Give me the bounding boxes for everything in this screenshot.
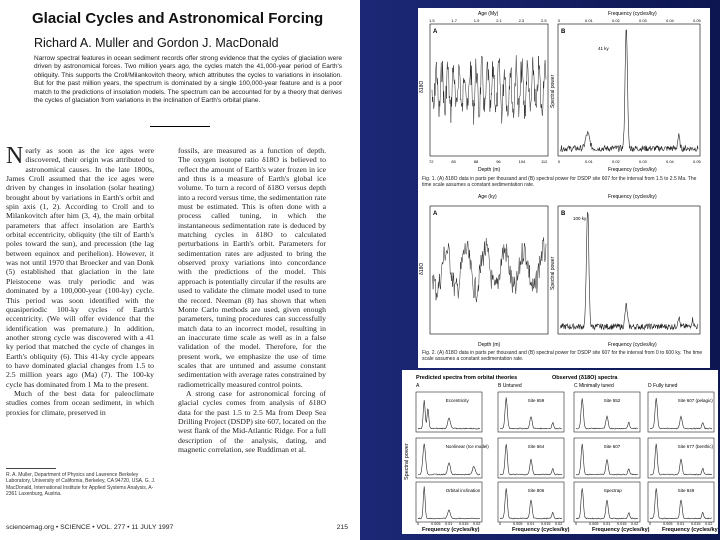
fig1-bottom-tick-right-0: 0 bbox=[558, 159, 561, 164]
fig1-top-tick-left-3: 2.1 bbox=[496, 18, 502, 23]
fig3-xtick-3-0: 0 bbox=[649, 522, 652, 526]
fig1-panel-a-label: A bbox=[433, 29, 438, 35]
fig3-xtick-0-1: 0.005 bbox=[431, 522, 441, 526]
fig1-top-tick-right-3: 0.03 bbox=[639, 18, 647, 23]
fig2-d18o-trace bbox=[432, 237, 546, 302]
fig1-top-axis-right: Frequency (cycles/ky) bbox=[608, 11, 657, 17]
fig2-ylabel-b: Spectral power bbox=[550, 256, 556, 290]
fig1-top-tick-right-2: 0.02 bbox=[612, 18, 620, 23]
fig1-top-tick-left-1: 1.7 bbox=[451, 18, 457, 23]
fig3-panel-label-1-2: Site 806 bbox=[527, 488, 545, 493]
fig3-spectrum-0-0 bbox=[418, 400, 480, 429]
figure-1-svg bbox=[418, 8, 710, 191]
fig1-bottom-tick-right-1: 0.01 bbox=[585, 159, 593, 164]
fig3-xtick-3-2: 0.01 bbox=[677, 522, 685, 526]
fig1-peak-label: 41 ky bbox=[598, 46, 609, 51]
fig3-panel-label-0-2: Orbital inclination bbox=[445, 488, 481, 493]
fig1-ylabel-b: Spectral power bbox=[550, 74, 556, 108]
figure-1 bbox=[418, 8, 710, 191]
fig3-panel-label-3-1: Site 677 (benthic) bbox=[677, 444, 713, 449]
fig2-peak-label: 100 ky bbox=[573, 216, 587, 221]
fig3-panel-label-1-1: Site 664 bbox=[527, 444, 545, 449]
fig3-panel-label-3-0: Site 607 (pelagic) bbox=[677, 398, 713, 403]
fig1-top-tick-left-2: 1.9 bbox=[473, 18, 480, 23]
fig1-bottom-tick-right-5: 0.05 bbox=[693, 159, 701, 164]
left-body-text-2: Much of the best data for paleoclimate studies comes from ocean sediment, in which proxies for climate, preserved in bbox=[6, 388, 154, 417]
right-body-text-2: A strong case for astronomical forcing of glacial cycles comes from analysis of δ18O data for the past 1.5 to 2.5 Ma from Deep Sea Drilling Project (DSDP) site 607, located on the west flank of the Mid-Atlantic Ridge. For a full description of the analysis, dating, and magnetic correlation, see Ruddiman et al. bbox=[178, 388, 326, 454]
fig3-xtick-1-4: 0.02 bbox=[555, 522, 563, 526]
fig1-bottom-tick-left-3: 96 bbox=[496, 159, 501, 164]
left-body-text: early as soon as the ice ages were discovered, their origin was attributed to astronomical causes. In the late 1800s, James Croll assumed that the ice ages were driven by changes in insolation (solar heating) brought about by variations in Earth's orbit and spin axis (1, 2). According to Croll and to Milankovitch after him (3, 4), the main orbital parameters that affect insolation are Earth's orbital eccentricity, obliquity (the tilt of Earth's poles toward the sun), and precession (the lag between equinox and perihelion). However, it was not until 1970 that Broecker and van Donk (5) established that glaciation in the late Pleistocene was truly periodic and was dominated by a 100,000-year (100-ky) cycle. This period was soon identified with the quasiperiodic 100-ky cycles of Earth's eccentricity. (We will offer evidence that the identification was premature.) In addition, another strong cycle was discovered with a 41 ky period that matched the cycle of changes in Earth's obliquity (6). This 41-ky cycle appears to have dominated glacial changes from 1.5 to 2.5 million years ago (Ma) (7). The 100-ky cycle has dominated from 1 Ma to the present. bbox=[6, 146, 154, 389]
fig3-xlabel-c: Frequency (cycles/ky) bbox=[592, 527, 650, 533]
fig3-panels bbox=[416, 383, 714, 526]
fig1-top-tick-right-1: 0.01 bbox=[585, 18, 593, 23]
fig1-top-ticks-left bbox=[429, 18, 547, 23]
fig1-bottom-ticks-left bbox=[429, 159, 548, 164]
fig1-top-tick-left-0: 1.5 bbox=[429, 18, 435, 23]
fig3-xtick-2-1: 0.005 bbox=[589, 522, 599, 526]
fig3-col-label-0: A bbox=[416, 383, 420, 389]
fig3-header-predicted: Predicted spectra from orbital theories bbox=[416, 375, 518, 381]
fig3-header-observed: Observed (δ18O) spectra bbox=[552, 375, 618, 381]
fig1-bottom-tick-left-5: 112 bbox=[541, 159, 548, 164]
fig3-xlabel-a: Frequency (cycles/ky) bbox=[422, 527, 480, 533]
fig3-xtick-1-1: 0.005 bbox=[513, 522, 523, 526]
fig1-bottom-tick-left-0: 72 bbox=[429, 159, 434, 164]
fig3-xlabel-b: Frequency (cycles/ky) bbox=[512, 527, 570, 533]
fig3-col-label-3: D Fully tuned bbox=[648, 383, 678, 389]
fig3-xlabel-d: Frequency (cycles/ky) bbox=[662, 527, 718, 533]
figure-3-svg bbox=[402, 370, 718, 534]
fig3-xtick-2-3: 0.015 bbox=[617, 522, 627, 526]
fig1-ylabel-a: δ18O bbox=[419, 80, 425, 93]
fig1-top-tick-right-5: 0.05 bbox=[693, 18, 701, 23]
fig2-spectrum bbox=[560, 212, 698, 330]
fig3-col-label-1: B Untuned bbox=[498, 383, 522, 389]
fig1-bottom-tick-right-3: 0.03 bbox=[639, 159, 647, 164]
fig1-top-axis-left: Age (My) bbox=[478, 11, 499, 17]
fig2-ylabel-a: δ18O bbox=[419, 262, 425, 275]
page-number: 215 bbox=[336, 524, 348, 531]
fig1-panel-b-label: B bbox=[561, 29, 566, 35]
fig1-bottom-axis-left: Depth (m) bbox=[478, 167, 501, 173]
fig2-panel-a-label: A bbox=[433, 211, 438, 217]
fig1-top-tick-right-0: 0 bbox=[558, 18, 561, 23]
fig3-panel-label-3-2: Site 849 bbox=[677, 488, 695, 493]
fig1-top-tick-left-5: 2.5 bbox=[541, 18, 547, 23]
fig1-caption: Fig. 1. (A) δ18O data in parts per thousand and (B) spectral power for DSDP site 607 for the interval from 1.5 to 2.5 Ma. The time scale assumes a constant sedimentation rate. bbox=[422, 176, 697, 188]
fig1-top-tick-right-4: 0.04 bbox=[666, 18, 674, 23]
fig1-panel-a-frame bbox=[430, 24, 548, 156]
fig1-bottom-axis-right: Frequency (cycles/ky) bbox=[608, 167, 657, 173]
fig3-ylabel: Spectral power bbox=[404, 443, 410, 480]
fig2-bottom-axis-left: Depth (m) bbox=[478, 342, 501, 348]
fig1-bottom-tick-left-1: 80 bbox=[451, 159, 456, 164]
fig3-xtick-2-2: 0.01 bbox=[603, 522, 611, 526]
footnote: R. A. Muller, Department of Physics and Lawrence Berkeley Laboratory, University of California, Berkeley, CA 94720, USA. G. J. MacDonald, International Institute for Applied Systems Analysis, A-2361 Laxenburg, Austria. bbox=[6, 472, 156, 497]
fig2-panel-b-label: B bbox=[561, 211, 566, 217]
fig1-top-ticks-right bbox=[558, 18, 702, 23]
fig1-bottom-tick-right-2: 0.02 bbox=[612, 159, 620, 164]
fig3-xtick-3-1: 0.005 bbox=[663, 522, 673, 526]
fig1-bottom-ticks-right bbox=[558, 159, 702, 164]
fig3-panel-label-0-0: Eccentricity bbox=[445, 398, 469, 403]
fig3-xtick-2-0: 0 bbox=[575, 522, 578, 526]
fig3-xtick-1-3: 0.015 bbox=[541, 522, 551, 526]
body-column-right bbox=[178, 146, 326, 454]
figure-3 bbox=[402, 370, 718, 534]
fig1-d18o-trace bbox=[432, 55, 546, 124]
fig1-bottom-tick-left-4: 104 bbox=[518, 159, 526, 164]
fig2-caption: Fig. 2. (A) δ18O data in parts per thousand and (B) spectral power for DSDP site 607 for the interval from 0 to 600 ky. The time scale assumes a constant sedimentation rate. bbox=[422, 350, 703, 362]
fig3-xtick-2-4: 0.02 bbox=[631, 522, 639, 526]
figure-2 bbox=[418, 190, 710, 368]
fig2-top-axis-left: Age (ky) bbox=[478, 194, 497, 200]
fig3-xtick-0-2: 0.01 bbox=[445, 522, 453, 526]
fig3-xtick-1-0: 0 bbox=[499, 522, 502, 526]
figure-2-svg bbox=[418, 190, 710, 368]
fig1-top-tick-left-4: 2.3 bbox=[518, 18, 525, 23]
fig3-panel-label-1-0: Site 659 bbox=[527, 398, 545, 403]
footnote-divider bbox=[6, 468, 56, 469]
footer-journal: sciencemag.org • SCIENCE • VOL. 277 • 11 JULY 1997 bbox=[6, 524, 174, 531]
fig3-panel-label-2-0: Site 552 bbox=[603, 398, 621, 403]
page-title: Glacial Cycles and Astronomical Forcing bbox=[32, 10, 324, 27]
abstract: Narrow spectral features in ocean sediment records offer strong evidence that the cycles of glaciation were driven by astronomical forces. Two million years ago, the cycles match the 41,000-year period of Earth's obliquity. This supports the Croll/Milankovitch theory, which attributes the cycles to variations in insolation. But for the past million years, the spectrum is dominated by a single 100,000-year feature and is a poor match to the predictions of insolation models. The spectrum can be accounted for by a theory that derives the cycles of glaciation from variations in the inclination of Earth's orbital plane. bbox=[34, 55, 342, 105]
body-column-left bbox=[6, 143, 154, 417]
right-body-text: fossils, are measured as a function of depth. The oxygen isotope ratio δ18O is believed to reflect the amount of Earth's water frozen in ice and thus is a measure of Earth's global ice volume. To turn a record of δ18O versus depth into a record versus time, the sedimentation rate must be estimated. This is often done with a process called tuning, in which the instantaneous sedimentation rate is deduced by matching cycles in δ18O to calculated perturbations in Earth's orbit. Parameters for sedimentation rates are adjusted to bring the observed proxy variations into concordance with the predictions of the model. This approach is potentially circular if the results are used to validate the climate model used to tune the record. Neeman (8) has shown that when Monte Carlo methods are used, given enough parameters, tuning procedures can successfully match data to an incorrect model, resulting in an inaccurate time scale as well as in a false validation of the model. Therefore, for the present work, we emphasize the use of time scales that are untuned and assume constant sedimentation with average rates constrained by radiometrically measured control points. bbox=[178, 146, 326, 389]
fig1-spectrum bbox=[560, 30, 698, 152]
fig2-panel-b-frame bbox=[558, 206, 700, 334]
fig2-panel-a-frame bbox=[430, 206, 548, 334]
fig3-panel-label-2-1: Site 607 bbox=[603, 444, 621, 449]
fig3-col-label-2: C Minimally tuned bbox=[574, 383, 614, 389]
authors: Richard A. Muller and Gordon J. MacDonald bbox=[34, 36, 279, 50]
fig3-xtick-0-4: 0.02 bbox=[473, 522, 481, 526]
fig1-bottom-tick-right-4: 0.04 bbox=[666, 159, 674, 164]
fig2-bottom-axis-right: Frequency (cycles/ky) bbox=[608, 342, 657, 348]
fig3-xtick-1-2: 0.01 bbox=[527, 522, 535, 526]
fig3-xtick-3-3: 0.015 bbox=[691, 522, 701, 526]
fig2-top-axis-right: Frequency (cycles/ky) bbox=[608, 194, 657, 200]
divider bbox=[150, 126, 210, 127]
fig3-panel-label-2-2: Spectrap bbox=[603, 488, 622, 493]
fig3-panel-label-0-1: Nonlinear (Ice model) bbox=[445, 444, 489, 449]
fig1-bottom-tick-left-2: 88 bbox=[473, 159, 479, 164]
dropcap: N bbox=[6, 143, 24, 169]
fig3-xtick-3-4: 0.02 bbox=[705, 522, 713, 526]
page-footer bbox=[6, 524, 348, 531]
fig3-xtick-0-3: 0.015 bbox=[459, 522, 469, 526]
fig3-xtick-0-0: 0 bbox=[417, 522, 420, 526]
